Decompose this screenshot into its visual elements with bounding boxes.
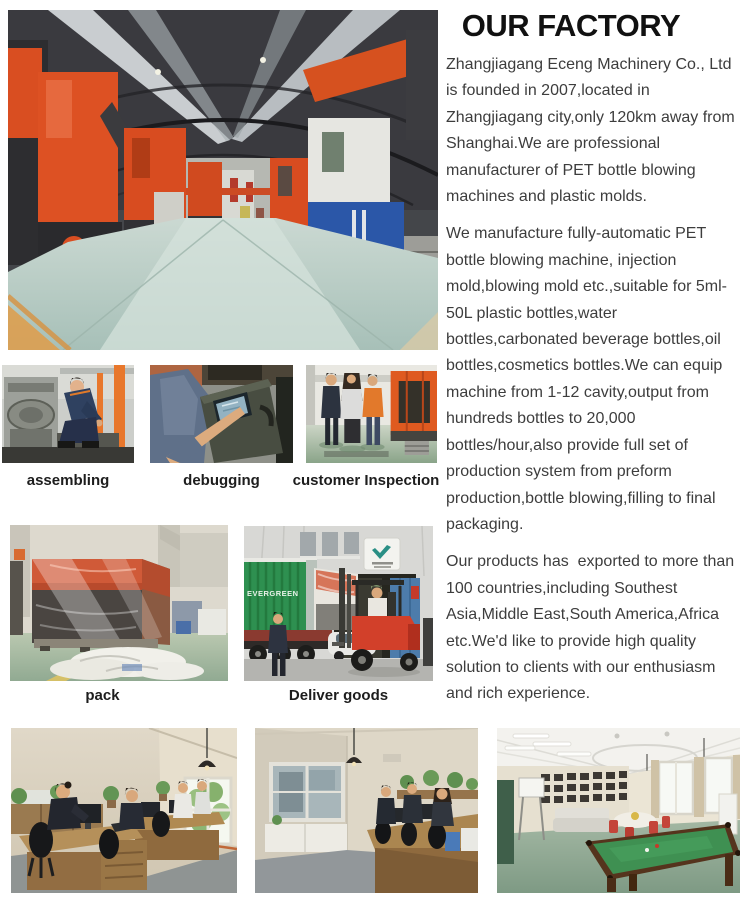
caption-customer-inspection: customer Inspection (292, 472, 440, 489)
page-title: OUR FACTORY (461, 8, 681, 43)
about-paragraph-1: Zhangjiagang Eceng Machinery Co., Ltd is founded in 2007,located in Zhangjiagang city,only 120km away from Shanghai.We are professional manufacturer of PET bottle blowing machines and plastic molds. (446, 56, 740, 206)
deliver-goods-photo (244, 526, 433, 681)
wrapped-machine (32, 559, 170, 652)
about-paragraph-2: We manufacture fully-automatic PET bottle blowing machine, injection mold,blowing mold etc.,suitable for 5ml-50L plastic bottles,water bottles,carbonated beverage bottles,oil bottles,cosmetics bottles.We can equip machine from 1-12 cavity,output from hundreds bottles to 20,000 bottles/hour,also provide full set of production system from preform production,bottle blowing,filling to final packaging. (446, 225, 728, 533)
office-window (271, 764, 343, 820)
caption-debugging: debugging (183, 472, 260, 489)
pack-photo (10, 525, 228, 681)
office-photo-2 (255, 728, 478, 893)
visitor-figures (319, 373, 385, 453)
assembly-machine (4, 377, 58, 451)
debugging-photo (150, 365, 293, 463)
container-brand-text: EVERGREEN (247, 589, 299, 598)
assembling-photo (2, 365, 134, 463)
caption-assembling: assembling (26, 472, 110, 489)
recreation-room-photo (497, 728, 740, 893)
factory-hall-photo (8, 10, 438, 350)
sofa (553, 808, 611, 832)
about-paragraph-3: Our products has exported to more than 100 countries,including Southest Asia,Middle East,South America,Africa etc.We'd like to provide high quality solution to clients with our enthusiasm and rich experience. (446, 553, 739, 703)
building-logo (364, 538, 400, 570)
caption-pack: pack (85, 687, 120, 704)
wrapped-cargo (314, 568, 358, 630)
office-photo-1 (11, 728, 237, 893)
caption-deliver-goods: Deliver goods (288, 687, 389, 704)
office-staff (376, 782, 454, 826)
about-section (446, 6, 746, 719)
customer-inspection-photo (306, 365, 437, 463)
